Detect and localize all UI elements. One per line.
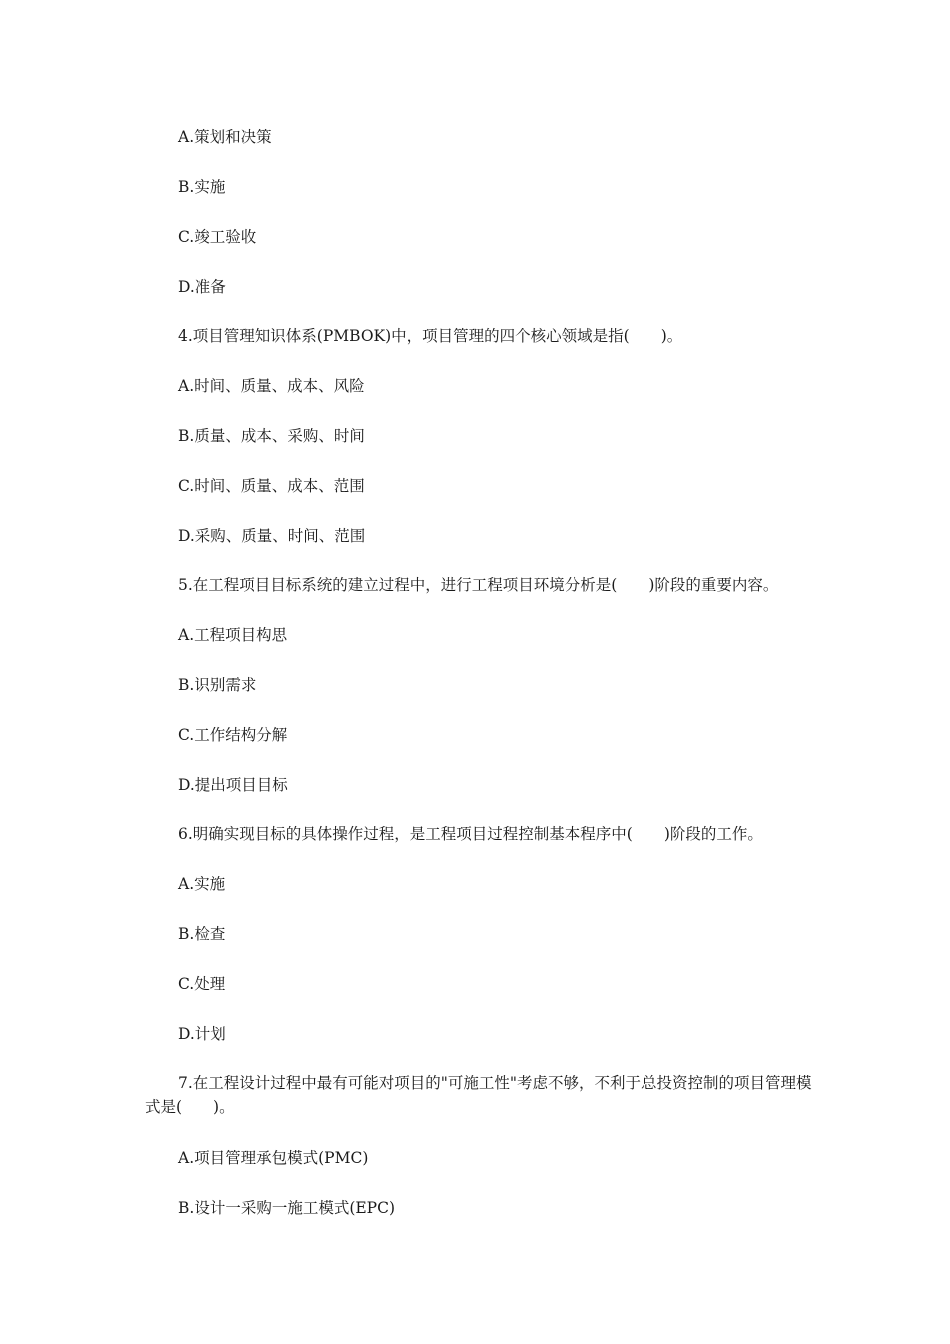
q5-stem: 5.在工程项目目标系统的建立过程中，进行工程项目环境分析是( )阶段的重要内容。	[178, 576, 779, 594]
q3-option-d: D.准备	[178, 278, 226, 296]
q6-option-c: C.处理	[178, 975, 226, 993]
q4-stem: 4.项目管理知识体系(PMBOK)中，项目管理的四个核心领域是指( )。	[178, 327, 683, 345]
q6-option-b: B.检查	[178, 925, 226, 943]
q3-option-a: A.策划和决策	[178, 128, 272, 146]
q6-stem: 6.明确实现目标的具体操作过程，是工程项目过程控制基本程序中( )阶段的工作。	[178, 825, 763, 843]
q6-option-d: D.计划	[178, 1025, 226, 1043]
q7-option-a: A.项目管理承包模式(PMC)	[178, 1149, 369, 1167]
q7-stem: 7.在工程设计过程中最有可能对项目的"可施工性"考虑不够，不利于总投资控制的项目管理模式是( )。	[145, 1074, 812, 1116]
q6-option-a: A.实施	[178, 875, 226, 893]
q3-option-b: B.实施	[178, 178, 226, 196]
q4-option-a: A.时间、质量、成本、风险	[178, 377, 365, 395]
q4-option-c: C.时间、质量、成本、范围	[178, 477, 365, 495]
q4-option-d: D.采购、质量、时间、范围	[178, 527, 366, 545]
q5-option-d: D.提出项目目标	[178, 776, 288, 794]
q5-option-c: C.工作结构分解	[178, 726, 288, 744]
q3-option-c: C.竣工验收	[178, 228, 257, 246]
q5-option-b: B.识别需求	[178, 676, 257, 694]
q4-option-b: B.质量、成本、采购、时间	[178, 427, 365, 445]
q7-option-b: B.设计一采购一施工模式(EPC)	[178, 1199, 396, 1217]
q5-option-a: A.工程项目构思	[178, 626, 288, 644]
